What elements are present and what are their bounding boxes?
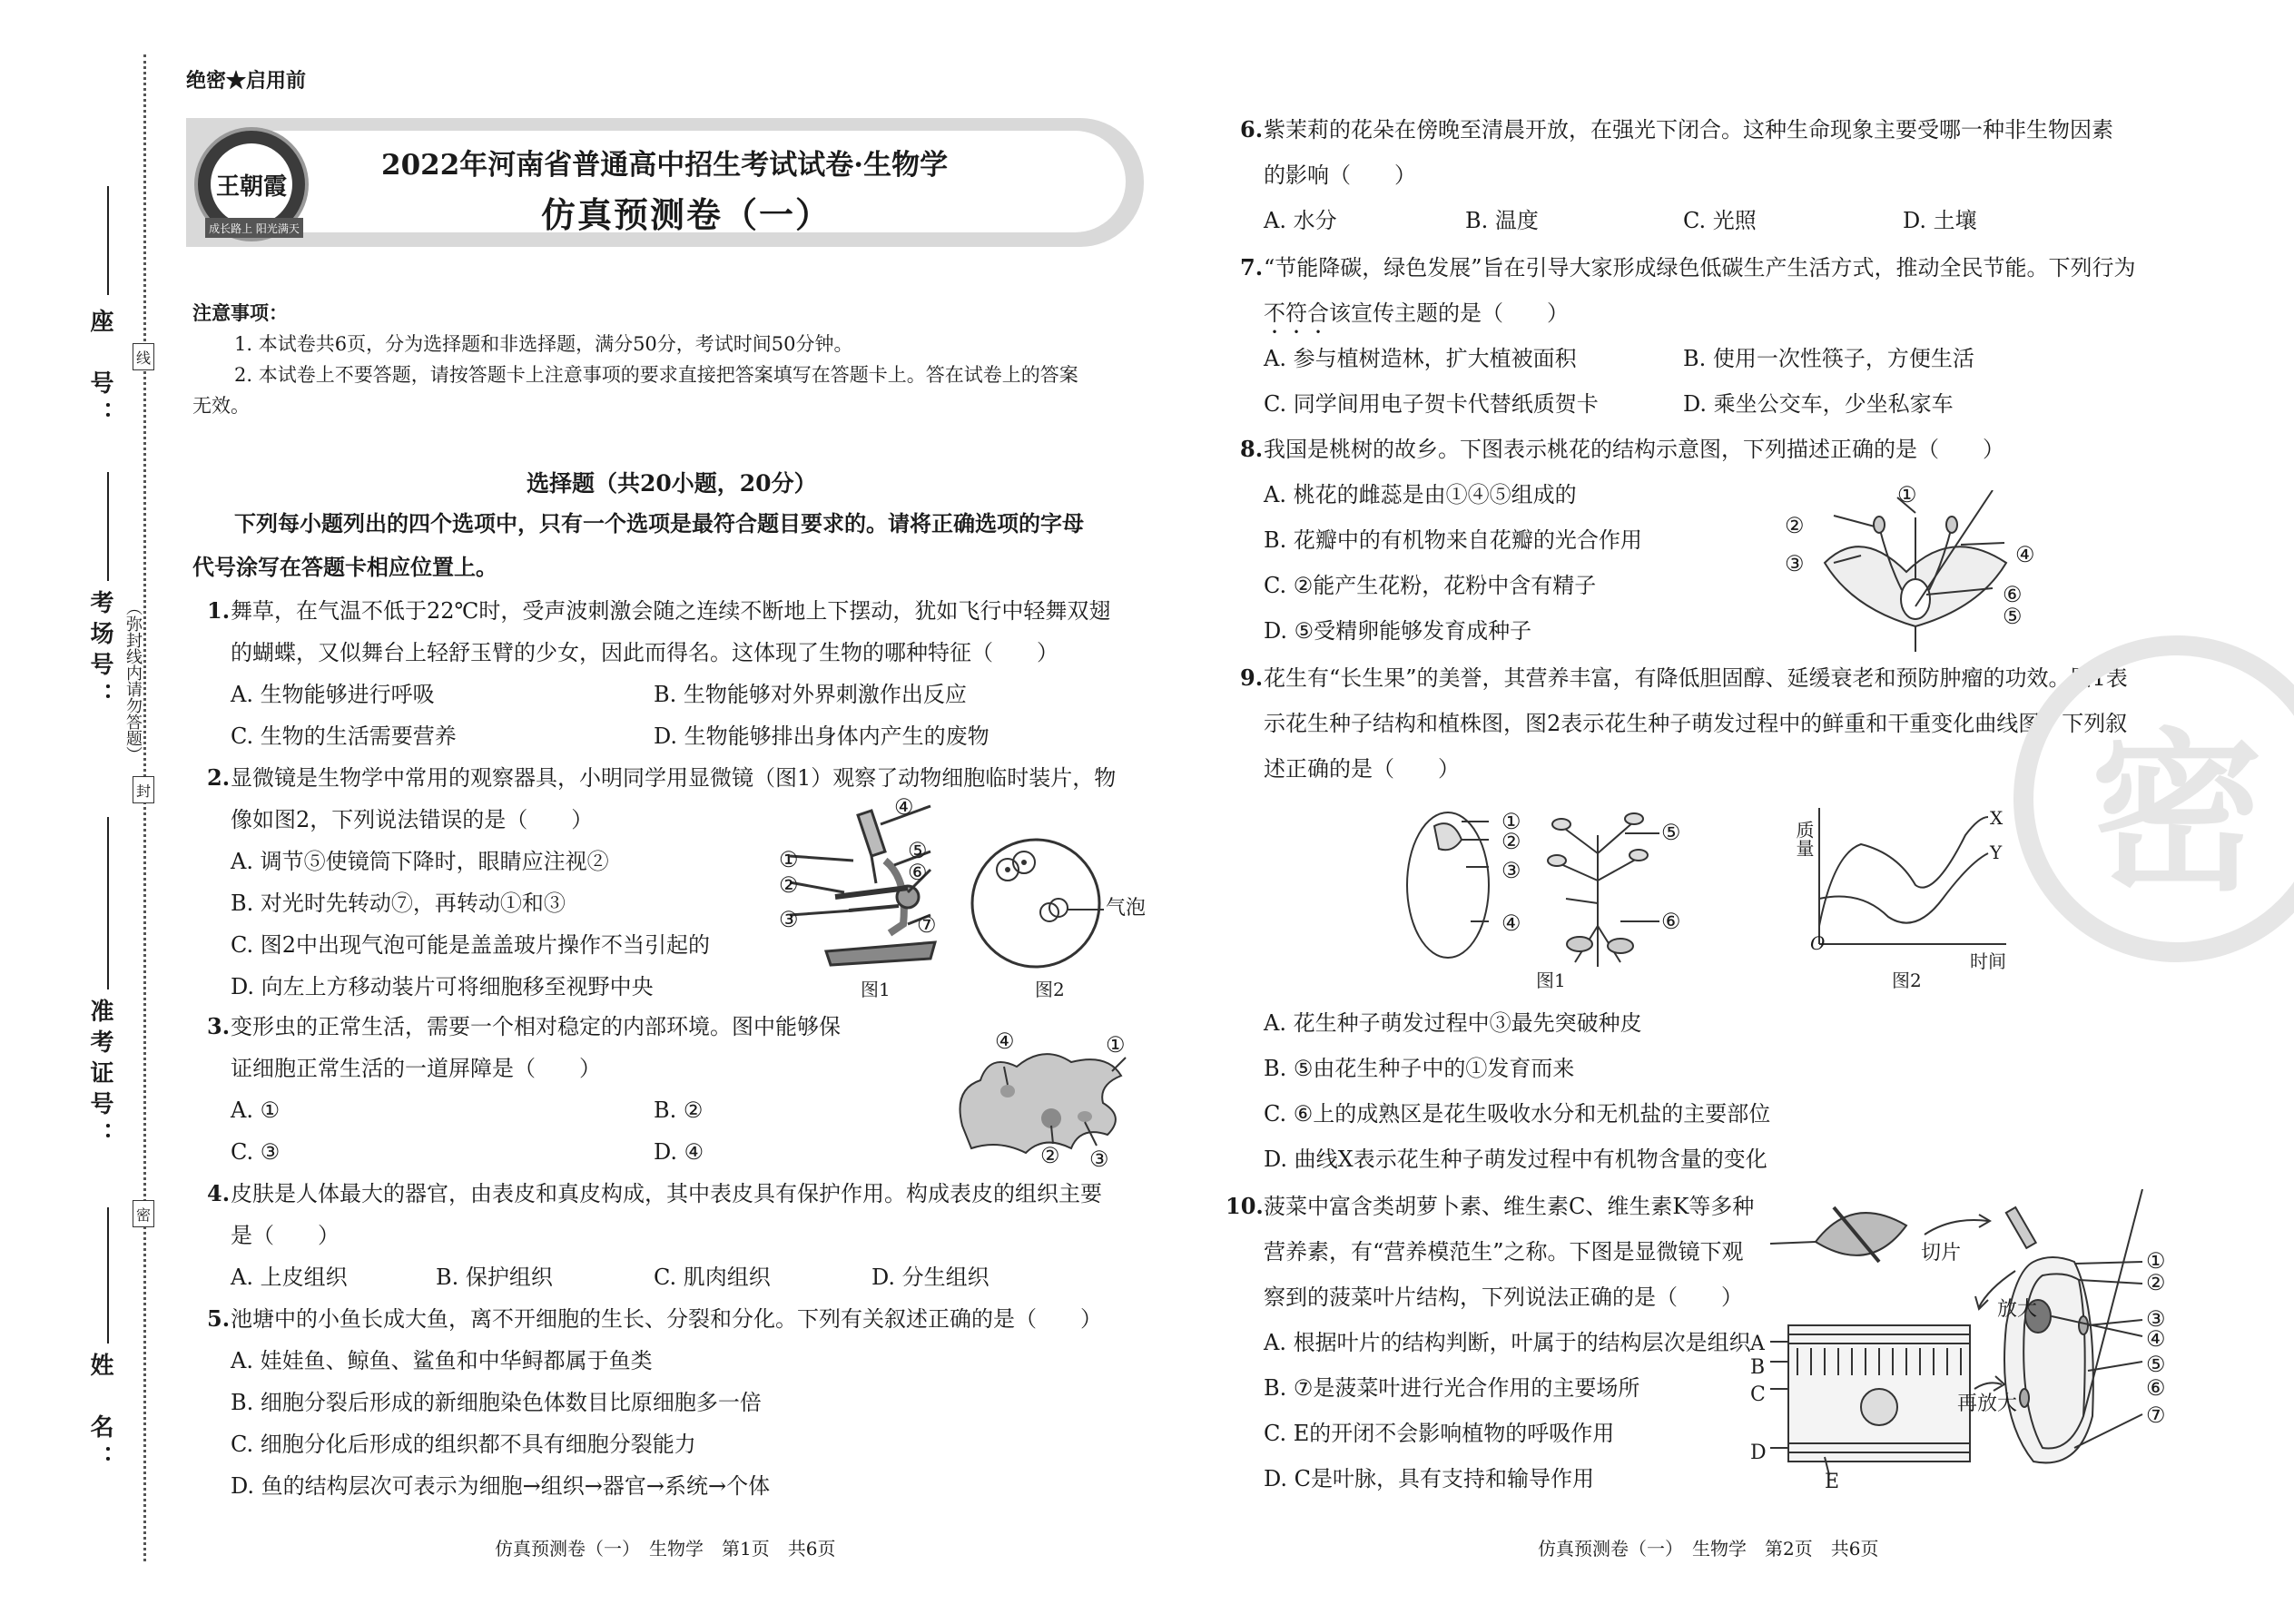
graph-origin: O bbox=[1810, 932, 1826, 954]
q1-option-d: D. 生物能够排出身体内产生的废物 bbox=[654, 723, 989, 749]
q5-option-b: B. 细胞分裂后形成的新细胞染色体数目比原细胞多一倍 bbox=[231, 1390, 762, 1415]
section-intro-cont: 代号涂写在答题卡相应位置上。 bbox=[192, 554, 497, 580]
q4-option-d: D. 分生组织 bbox=[871, 1265, 989, 1290]
q4-stem-cont: 是（ ） bbox=[231, 1223, 340, 1248]
q2-fig1-caption: 图1 bbox=[861, 979, 891, 1000]
flower-label-4: ④ bbox=[2015, 542, 2035, 567]
q10-number: 10. bbox=[1226, 1193, 1264, 1219]
q10-option-d: D. C是叶脉，具有支持和输导作用 bbox=[1264, 1466, 1595, 1491]
q7-emphasis: 不符合 bbox=[1264, 300, 1329, 326]
leaf-letter-e: E bbox=[1825, 1471, 1840, 1493]
q9-option-c: C. ⑥上的成熟区是花生吸收水分和无机盐的主要部位 bbox=[1264, 1101, 1771, 1127]
microscope-label-1: ① bbox=[779, 847, 799, 872]
seal-box-line: 线 bbox=[133, 343, 154, 370]
amoeba-label-2: ② bbox=[1040, 1143, 1060, 1168]
cell-label-7: ⑦ bbox=[2146, 1403, 2166, 1428]
peanut-label-3: ③ bbox=[1501, 858, 1521, 883]
curve-y-label: Y bbox=[1990, 842, 2003, 863]
confidential-stamp: 密 bbox=[2013, 635, 2294, 962]
q3-option-b: B. ② bbox=[654, 1097, 704, 1123]
q3-option-c: C. ③ bbox=[231, 1139, 281, 1165]
q6-option-c: C. 光照 bbox=[1683, 208, 1757, 233]
q9-number: 9. bbox=[1240, 664, 1264, 691]
room-label: 考场号： bbox=[86, 590, 113, 714]
q8-option-a: A. 桃花的雌蕊是由①④⑤组成的 bbox=[1264, 482, 1577, 507]
q3-stem: 变形虫的正常生活，需要一个相对稳定的内部环境。图中能够保 bbox=[231, 1014, 841, 1039]
footer-right: 仿真预测卷（一） 生物学 第2页 共6页 bbox=[1538, 1538, 1879, 1560]
q2-stem: 显微镜是生物学中常用的观察器具，小明同学用显微镜（图1）观察了动物细胞临时装片，物 bbox=[231, 765, 1117, 791]
germination-graph bbox=[1807, 799, 2015, 962]
logo-ribbon: 成长路上 阳光满天 bbox=[205, 218, 303, 238]
peanut-label-1: ① bbox=[1501, 809, 1521, 834]
q5-number: 5. bbox=[207, 1305, 231, 1332]
microscope-label-6: ⑥ bbox=[908, 860, 928, 885]
cell-label-4: ④ bbox=[2146, 1326, 2166, 1352]
seat-label: 座 号： bbox=[86, 309, 113, 432]
seal-box-dense: 密 bbox=[133, 1200, 154, 1227]
q1-number: 1. bbox=[207, 597, 231, 624]
q1-option-b: B. 生物能够对外界刺激作出反应 bbox=[654, 682, 967, 707]
q7-stem: “节能降碳，绿色发展”旨在引导大家形成绿色低碳生产生活方式，推动全民节能。下列行为 bbox=[1264, 255, 2136, 281]
top-secret-label: 绝密★启用前 bbox=[186, 69, 307, 93]
amoeba-label-1: ① bbox=[1106, 1032, 1126, 1058]
q4-number: 4. bbox=[207, 1180, 231, 1206]
q2-option-b: B. 对光时先转动⑦，再转动①和③ bbox=[231, 891, 566, 916]
leaf-letter-b: B bbox=[1750, 1356, 1766, 1379]
q9-fig1-caption: 图1 bbox=[1536, 969, 1566, 991]
q4-option-b: B. 保护组织 bbox=[436, 1265, 553, 1290]
q5-option-a: A. 娃娃鱼、鲸鱼、鲨鱼和中华鲟都属于鱼类 bbox=[231, 1348, 653, 1373]
microscope-label-4: ④ bbox=[894, 794, 914, 820]
binding-dotted-line bbox=[143, 54, 146, 1561]
ticket-label: 准考证号： bbox=[86, 999, 113, 1153]
q2-number: 2. bbox=[207, 764, 231, 791]
peanut-label-6: ⑥ bbox=[1661, 909, 1681, 934]
field-of-view-figure bbox=[968, 835, 1104, 971]
q10-stem: 菠菜中富含类胡萝卜素、维生素C、维生素K等多种 bbox=[1264, 1194, 1755, 1219]
q9-option-a: A. 花生种子萌发过程中③最先突破种皮 bbox=[1264, 1010, 1642, 1036]
peanut-label-4: ④ bbox=[1501, 910, 1521, 936]
name-label: 姓 名： bbox=[86, 1353, 113, 1476]
publisher-logo: 王朝霞 bbox=[194, 127, 309, 241]
notes-item-1: 1. 本试卷共6页，分为选择题和非选择题，满分50分，考试时间50分钟。 bbox=[234, 333, 853, 355]
cell-label-6: ⑥ bbox=[2146, 1375, 2166, 1401]
notes-heading: 注意事项： bbox=[192, 301, 288, 324]
q8-option-d: D. ⑤受精卵能够发育成种子 bbox=[1264, 618, 1532, 644]
q6-number: 6. bbox=[1240, 116, 1264, 143]
amoeba-label-3: ③ bbox=[1089, 1147, 1109, 1172]
q9-stem: 花生有“长生果”的美誉，其营养丰富，有降低胆固醇、延缓衰老和预防肿瘤的功效。图1表 bbox=[1264, 665, 2128, 691]
cell-label-3: ③ bbox=[2146, 1306, 2166, 1332]
q1-option-a: A. 生物能够进行呼吸 bbox=[231, 682, 435, 707]
q7-stem-rest: 该宣传主题的是（ ） bbox=[1329, 300, 1569, 326]
q8-number: 8. bbox=[1240, 436, 1264, 462]
exam-subtitle: 仿真预测卷（一） bbox=[541, 194, 832, 235]
flower-label-5: ⑤ bbox=[2003, 604, 2023, 629]
seat-blank bbox=[107, 186, 109, 295]
microscope-label-3: ③ bbox=[779, 907, 799, 932]
q9-stem-cont: 示花生种子结构和植株图，图2表示花生种子萌发过程中的鲜重和干重变化曲线图，下列叙 bbox=[1264, 711, 2128, 736]
peanut-label-5: ⑤ bbox=[1661, 820, 1681, 845]
q8-stem: 我国是桃树的故乡。下图表示桃花的结构示意图，下列描述正确的是（ ） bbox=[1264, 437, 2004, 462]
cell-label-5: ⑤ bbox=[2146, 1352, 2166, 1377]
q9-option-b: B. ⑤由花生种子中的①发育而来 bbox=[1264, 1056, 1575, 1081]
room-blank bbox=[107, 472, 109, 581]
q6-option-a: A. 水分 bbox=[1264, 208, 1337, 233]
q10-option-b: B. ⑦是菠菜叶进行光合作用的主要场所 bbox=[1264, 1375, 1640, 1401]
q10-stem-cont-2: 察到的菠菜叶片结构，下列说法正确的是（ ） bbox=[1264, 1284, 1743, 1310]
q6-option-d: D. 土壤 bbox=[1903, 208, 1977, 233]
q5-option-d: D. 鱼的结构层次可表示为细胞→组织→器官→系统→个体 bbox=[231, 1473, 771, 1499]
q1-option-c: C. 生物的生活需要营养 bbox=[231, 723, 457, 749]
q7-option-d: D. 乘坐公交车，少坐私家车 bbox=[1683, 391, 1954, 417]
bubble-label: 气泡 bbox=[1106, 897, 1147, 920]
q8-option-b: B. 花瓣中的有机物来自花瓣的光合作用 bbox=[1264, 527, 1642, 553]
exam-title: 2022年河南省普通高中招生考试试卷·生物学 bbox=[381, 149, 949, 182]
q5-option-c: C. 细胞分化后形成的组织都不具有细胞分裂能力 bbox=[231, 1432, 696, 1457]
cell-label-1: ① bbox=[2146, 1248, 2166, 1274]
q2-option-a: A. 调节⑤使镜筒下降时，眼睛应注视② bbox=[231, 849, 609, 874]
footer-left: 仿真预测卷（一） 生物学 第1页 共6页 bbox=[495, 1538, 836, 1560]
q2-fig2-caption: 图2 bbox=[1035, 979, 1065, 1000]
flower-label-3: ③ bbox=[1785, 551, 1805, 576]
flower-label-6: ⑥ bbox=[2003, 582, 2023, 607]
flower-label-1: ① bbox=[1897, 482, 1917, 507]
q4-stem: 皮肤是人体最大的器官，由表皮和真皮构成，其中表皮具有保护作用。构成表皮的组织主要 bbox=[231, 1181, 1102, 1206]
seal-note: （弥封线内请勿答题） bbox=[123, 599, 143, 763]
microscope-label-7: ⑦ bbox=[917, 912, 937, 938]
seal-box-seal: 封 bbox=[133, 776, 154, 803]
q2-option-d: D. 向左上方移动装片可将细胞移至视野中央 bbox=[231, 974, 654, 999]
cut-label: 切片 bbox=[1921, 1242, 1962, 1265]
q7-option-b: B. 使用一次性筷子，方便生活 bbox=[1683, 346, 1974, 371]
notes-item-2: 2. 本试卷上不要答题，请按答题卡上注意事项的要求直接把答案填写在答题卡上。答在试卷上的答案 bbox=[234, 364, 1078, 386]
peach-flower-figure bbox=[1807, 490, 2024, 654]
name-blank bbox=[107, 1207, 109, 1343]
section-intro: 下列每小题列出的四个选项中，只有一个选项是最符合题目要求的。请将正确选项的字母 bbox=[234, 510, 1084, 536]
q6-stem: 紫茉莉的花朵在傍晚至清晨开放，在强光下闭合。这种生命现象主要受哪一种非生物因素 bbox=[1264, 117, 2113, 143]
amoeba-label-4: ④ bbox=[995, 1029, 1015, 1054]
q5-stem: 池塘中的小鱼长成大鱼，离不开细胞的生长、分裂和分化。下列有关叙述正确的是（ ） bbox=[231, 1306, 1102, 1332]
q6-option-b: B. 温度 bbox=[1465, 208, 1539, 233]
q6-stem-cont: 的影响（ ） bbox=[1264, 162, 1416, 188]
q2-stem-cont: 像如图2，下列说法错误的是（ ） bbox=[231, 807, 594, 832]
curve-x-label: X bbox=[1990, 807, 2004, 829]
graph-xlabel: 时间 bbox=[1970, 950, 2006, 972]
q4-option-c: C. 肌肉组织 bbox=[654, 1265, 771, 1290]
q7-option-c: C. 同学间用电子贺卡代替纸质贺卡 bbox=[1264, 391, 1599, 417]
q4-option-a: A. 上皮组织 bbox=[231, 1265, 348, 1290]
q10-option-c: C. E的开闭不会影响植物的呼吸作用 bbox=[1264, 1421, 1615, 1446]
q8-option-c: C. ②能产生花粉，花粉中含有精子 bbox=[1264, 573, 1597, 598]
graph-ylabel: 质量 bbox=[1793, 821, 1815, 857]
peanut-label-2: ② bbox=[1501, 829, 1521, 854]
peanut-figure bbox=[1398, 799, 1707, 971]
zoom-again-label: 再放大 bbox=[1957, 1393, 2018, 1415]
q7-number: 7. bbox=[1240, 254, 1264, 281]
q7-stem-cont bbox=[1264, 300, 1569, 339]
q9-option-d: D. 曲线X表示花生种子萌发过程中有机物含量的变化 bbox=[1264, 1147, 1767, 1172]
q1-stem-cont: 的蝴蝶，又似舞台上轻舒玉臂的少女，因此而得名。这体现了生物的哪种特征（ ） bbox=[231, 640, 1058, 665]
section-heading: 选择题（共20小题，20分） bbox=[527, 470, 817, 497]
spinach-leaf-figure bbox=[1761, 1189, 2279, 1489]
leaf-letter-d: D bbox=[1750, 1442, 1767, 1464]
q10-stem-cont: 营养素，有“营养模范生”之称。下图是显微镜下观 bbox=[1264, 1239, 1744, 1265]
q1-stem: 舞草，在气温不低于22℃时，受声波刺激会随之连续不断地上下摆动，犹如飞行中轻舞双翅 bbox=[231, 598, 1111, 624]
q9-fig2-caption: 图2 bbox=[1892, 969, 1922, 991]
q9-stem-cont-2: 述正确的是（ ） bbox=[1264, 756, 1460, 782]
flower-label-2: ② bbox=[1785, 513, 1805, 538]
microscope-label-2: ② bbox=[779, 872, 799, 898]
leaf-letter-c: C bbox=[1750, 1383, 1766, 1406]
q3-number: 3. bbox=[207, 1013, 231, 1039]
q3-stem-cont: 证细胞正常生活的一道屏障是（ ） bbox=[231, 1056, 601, 1081]
microscope-label-5: ⑤ bbox=[908, 838, 928, 863]
q7-option-a: A. 参与植树造林，扩大植被面积 bbox=[1264, 346, 1577, 371]
cell-label-2: ② bbox=[2146, 1270, 2166, 1295]
q3-option-a: A. ① bbox=[231, 1097, 281, 1123]
microscope-figure bbox=[772, 797, 989, 979]
ticket-blank bbox=[107, 817, 109, 989]
q10-option-a: A. 根据叶片的结构判断，叶属于的结构层次是组织 bbox=[1264, 1330, 1751, 1355]
q2-option-c: C. 图2中出现气泡可能是盖盖玻片操作不当引起的 bbox=[231, 932, 711, 958]
notes-item-2-cont: 无效。 bbox=[192, 395, 250, 417]
leaf-letter-a: A bbox=[1750, 1333, 1765, 1355]
q3-option-d: D. ④ bbox=[654, 1139, 704, 1165]
zoom-label: 放大 bbox=[1997, 1298, 2038, 1321]
